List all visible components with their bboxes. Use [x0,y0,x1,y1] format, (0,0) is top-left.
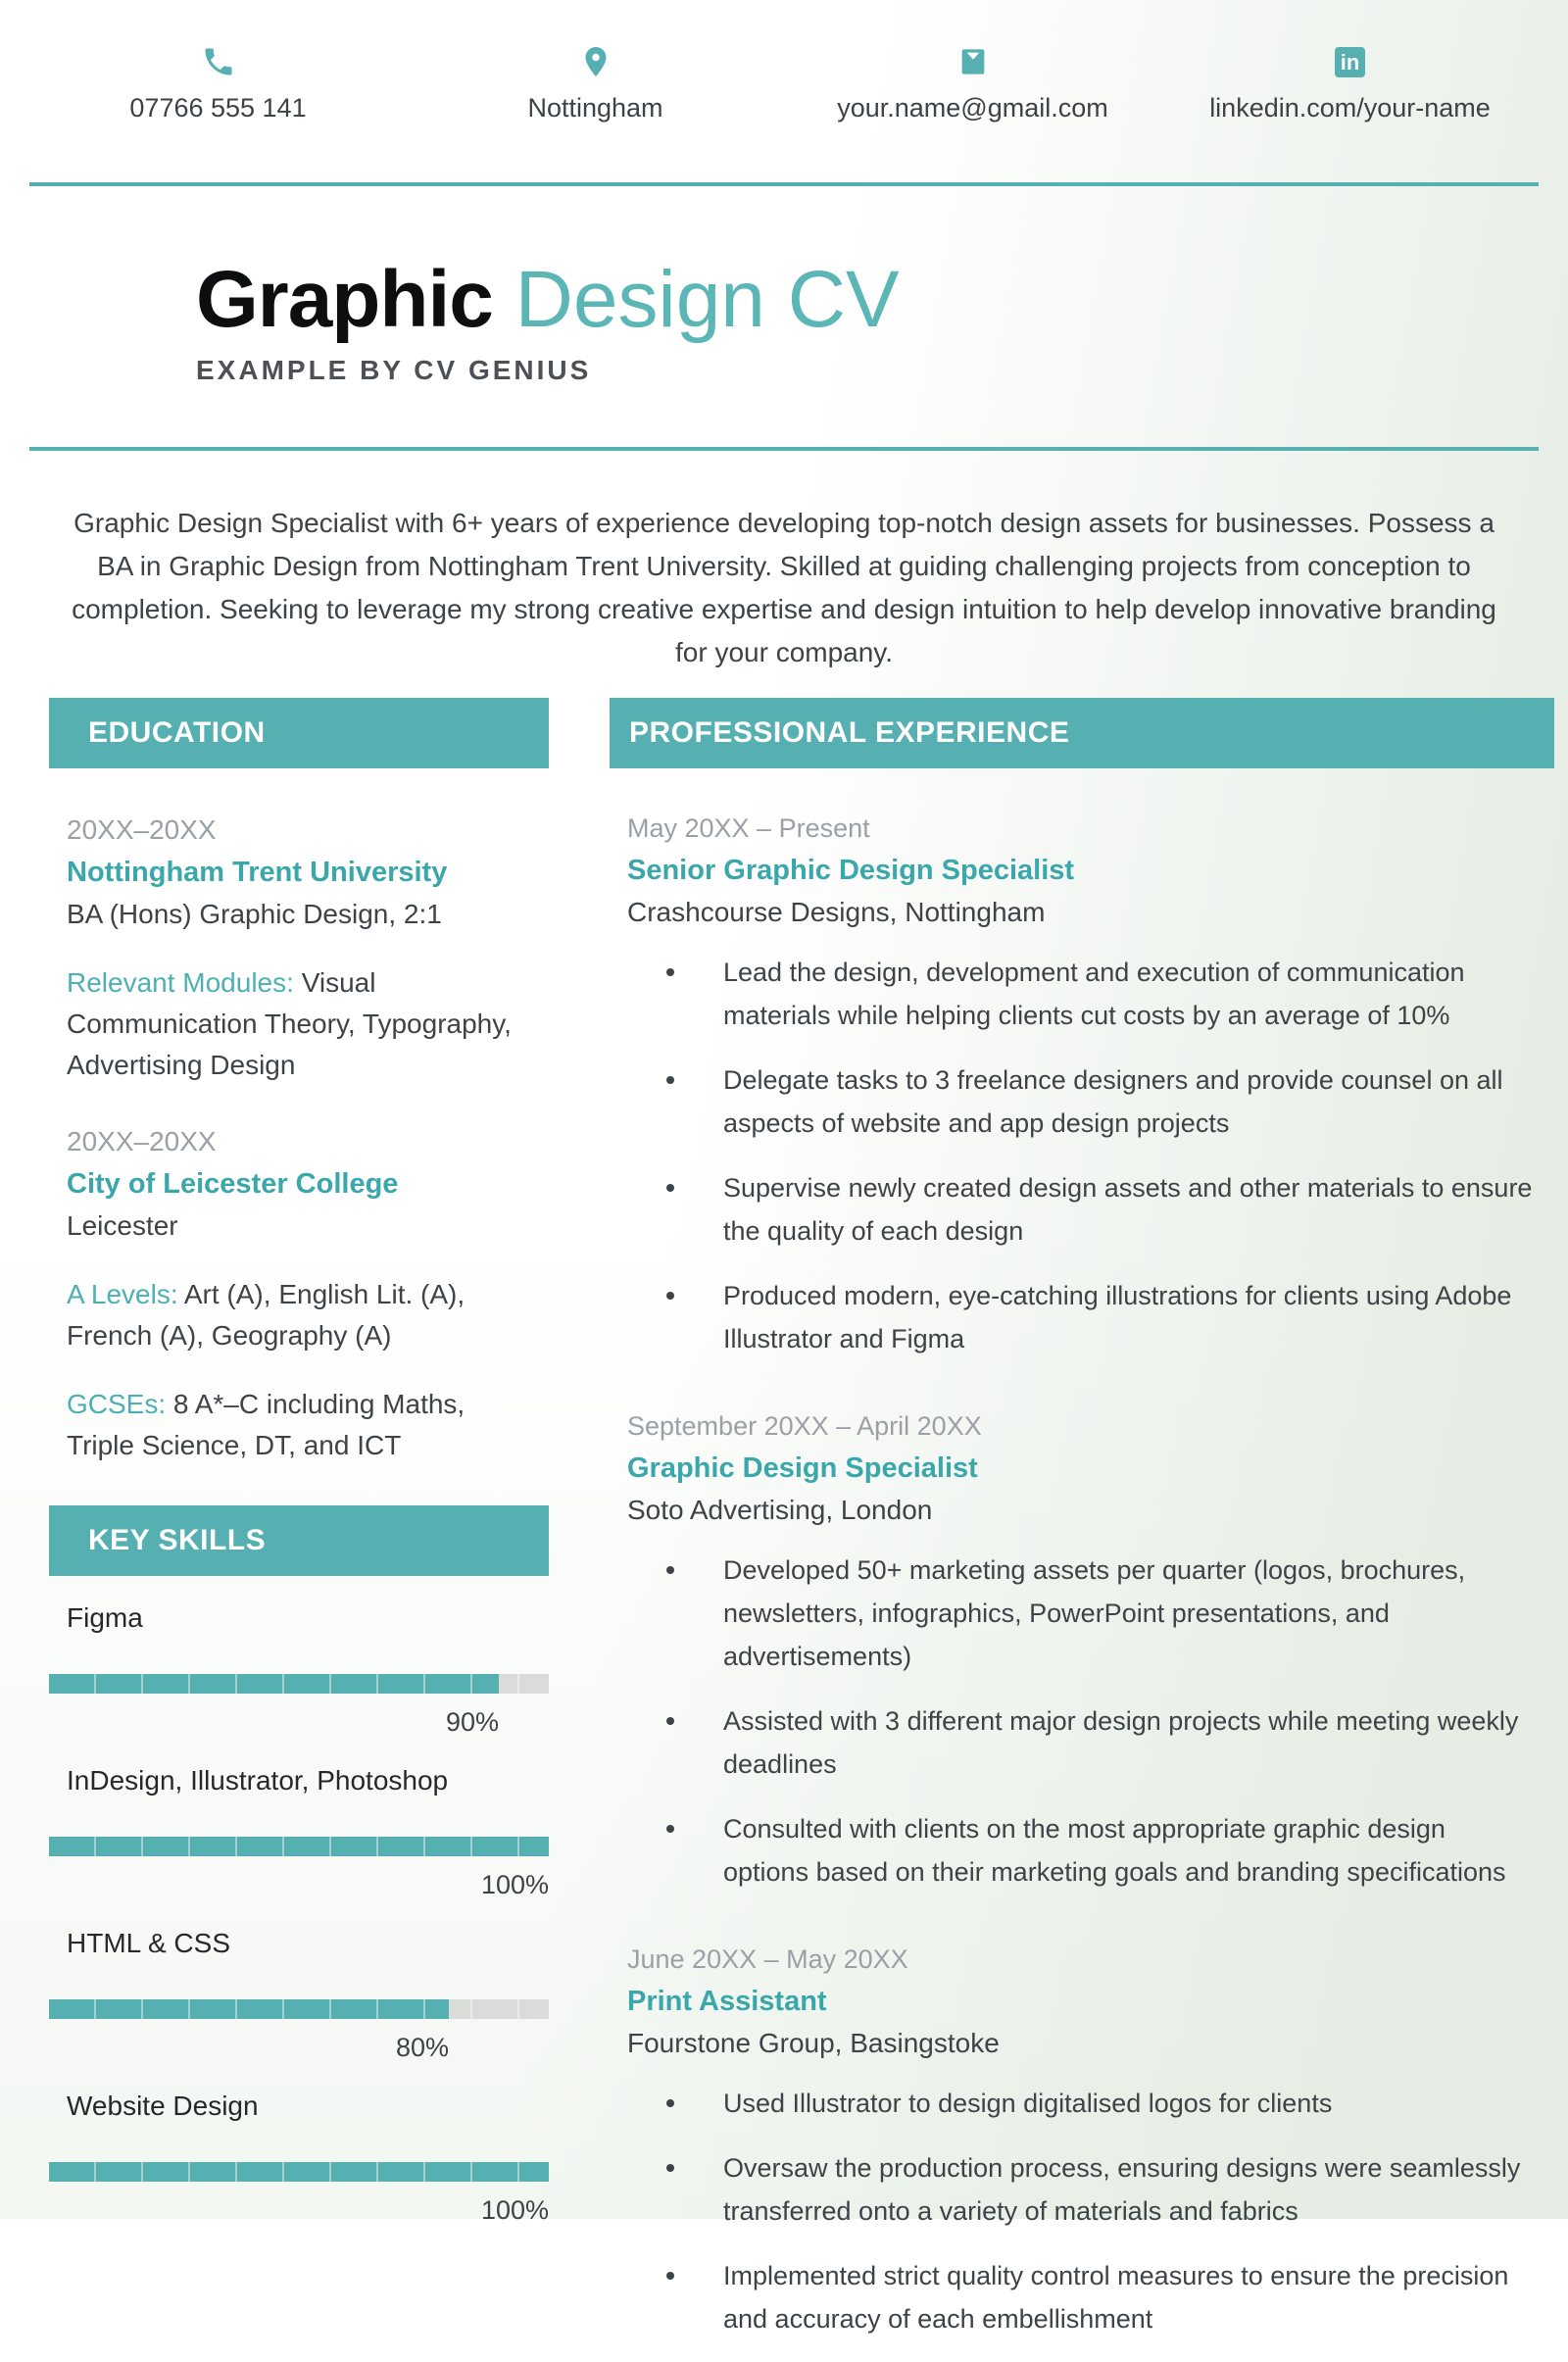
bullet-text: Used Illustrator to design digitalised logos for clients [723,2089,1333,2118]
job-bullet [666,2146,1554,2233]
bullet-dot [666,1566,674,1574]
skill-bar [49,1837,549,1856]
email-icon [956,43,990,80]
divider-under-title [29,447,1539,451]
education-entry [67,810,549,935]
job-company: Crashcourse Designs, Nottingham [627,897,1046,927]
page-subtitle: EXAMPLE BY CV GENIUS [196,355,592,385]
skill-name: Figma [67,1602,143,1633]
education-modules-text: Visual Communication Theory, Typography, Advertising Design [67,967,512,1080]
job-bullet [666,1807,1554,1894]
job-bullet [666,1274,1554,1360]
skill-item [49,1764,549,1901]
bullet-text: Delegate tasks to 3 freelance designers and provide counsel on all aspects of website and app design projects [723,1065,1503,1138]
summary-paragraph: Graphic Design Specialist with 6+ years of experience developing top-notch design assets for businesses. Possess a BA in Graphic Design from Nottingham Trent University. Skilled at guiding challenging projects from conception to completion. Seeking to leverage my strong creative expertise and design intuition to help develop innovative branding for your company. [72,508,1496,667]
education-detail: Leicester [67,1210,178,1241]
education-school: Nottingham Trent University [67,857,448,888]
education-dates: 20XX–20XX [67,1126,217,1156]
job-bullet [666,1549,1554,1678]
bullet-dot [666,1717,674,1725]
job-bullet [666,1699,1554,1786]
education-gcses [67,1384,537,1466]
skill-bar-fill [49,1999,449,2019]
job-bullet-list [627,1549,1554,1894]
bullet-dot [666,1292,674,1300]
page-title-secondary: Design CV [492,255,900,344]
skill-bar [49,2162,549,2182]
skill-name: Website Design [67,2091,259,2121]
title-block [196,257,1568,386]
bullet-dot [666,1184,674,1192]
bullet-text: Lead the design, development and execution of communication materials while helping clients cut costs by an average of 10% [723,958,1465,1030]
skill-name: HTML & CSS [67,1928,230,1958]
bullet-dot [666,1076,674,1084]
bullet-text: Assisted with 3 different major design projects while meeting weekly deadlines [723,1706,1519,1779]
job-bullet-list [627,2082,1554,2340]
education-body [67,810,549,1466]
job-bullet [666,2254,1554,2340]
job-entry [627,1939,1554,2340]
contact-item-location [407,43,784,123]
bullet-dot [666,2272,674,2280]
education-detail: BA (Hons) Graphic Design, 2:1 [67,899,442,929]
skill-name: InDesign, Illustrator, Photoshop [67,1765,449,1796]
education-a-levels [67,1274,537,1356]
page-title [196,257,1568,343]
job-bullet-list [627,951,1554,1360]
contact-item-linkedin [1161,43,1539,123]
bullet-text: Produced modern, eye-catching illustrations for clients using Adobe Illustrator and Figma [723,1281,1512,1353]
bullet-dot [666,2099,674,2107]
skill-bar-fill [49,1674,499,1694]
bullet-text: Consulted with clients on the most appropriate graphic design options based on their marketing goals and branding specifications [723,1814,1506,1887]
education-a-levels-label: A Levels: [67,1279,178,1309]
job-entry [627,808,1554,1360]
job-company: Fourstone Group, Basingstoke [627,2028,1000,2058]
job-title: Print Assistant [627,1986,827,2017]
skill-percent: 80% [395,2033,449,2062]
skill-percent: 100% [480,2195,549,2225]
contact-linkedin-label: linkedin.com/your-name [1209,93,1491,123]
contact-item-phone [29,43,407,123]
left-column [49,698,549,2227]
bullet-text: Oversaw the production process, ensuring designs were seamlessly transferred onto a variety of materials and fabrics [723,2153,1521,2226]
job-company: Soto Advertising, London [627,1495,933,1525]
bullet-text: Supervise newly created design assets and other materials to ensure the quality of each design [723,1173,1533,1246]
education-a-levels-text: Art (A), English Lit. (A), French (A), Geography (A) [67,1279,466,1351]
skill-percent: 90% [445,1707,499,1737]
right-column [610,698,1554,2362]
skill-bar-fill [49,1837,549,1856]
bullet-dot [666,2164,674,2172]
phone-icon [201,43,236,80]
section-header-education: EDUCATION [49,698,549,768]
education-school: City of Leicester College [67,1168,399,1200]
linkedin-icon [1335,43,1365,80]
contact-location-label: Nottingham [527,93,663,123]
contact-phone-label: 07766 555 141 [129,93,307,123]
page-title-primary: Graphic [196,255,493,344]
education-modules-label: Relevant Modules: [67,967,294,998]
job-dates: June 20XX – May 20XX [627,1944,908,1974]
contact-item-email [784,43,1161,123]
job-bullet [666,2082,1554,2125]
education-modules [67,962,537,1086]
job-dates: September 20XX – April 20XX [627,1411,982,1441]
job-title: Graphic Design Specialist [627,1452,978,1484]
bullet-text: Implemented strict quality control measures to ensure the precision and accuracy of each embellishment [723,2261,1509,2334]
linkedin-badge-text: in [1335,47,1365,77]
skill-item [49,1927,549,2064]
education-gcses-text: 8 A*–C including Maths, Triple Science, DT, and ICT [67,1389,466,1460]
location-icon [578,43,613,80]
contact-email-label: your.name@gmail.com [837,93,1108,123]
education-dates: 20XX–20XX [67,814,217,845]
job-bullet [666,1058,1554,1145]
job-bullet [666,951,1554,1037]
job-dates: May 20XX – Present [627,813,870,843]
skill-bar-fill [49,2162,549,2182]
job-bullet [666,1166,1554,1253]
divider-top [29,182,1539,186]
contact-bar [0,0,1568,123]
skill-percent: 100% [480,1870,549,1899]
section-header-key-skills: KEY SKILLS [49,1505,549,1576]
bullet-text: Developed 50+ marketing assets per quarter (logos, brochures, newsletters, infographics, PowerPoint presentations, and advertisements) [723,1555,1466,1671]
bullet-dot [666,968,674,976]
education-entry [67,1121,549,1247]
bullet-dot [666,1825,674,1833]
job-title: Senior Graphic Design Specialist [627,855,1075,886]
skill-bar [49,1674,549,1694]
job-entry [627,1405,1554,1894]
skill-item [49,1601,549,1739]
content-columns [0,698,1568,2362]
education-gcses-label: GCSEs: [67,1389,167,1419]
skill-bar [49,1999,549,2019]
skill-item [49,2090,549,2227]
section-header-experience: PROFESSIONAL EXPERIENCE [610,698,1554,768]
